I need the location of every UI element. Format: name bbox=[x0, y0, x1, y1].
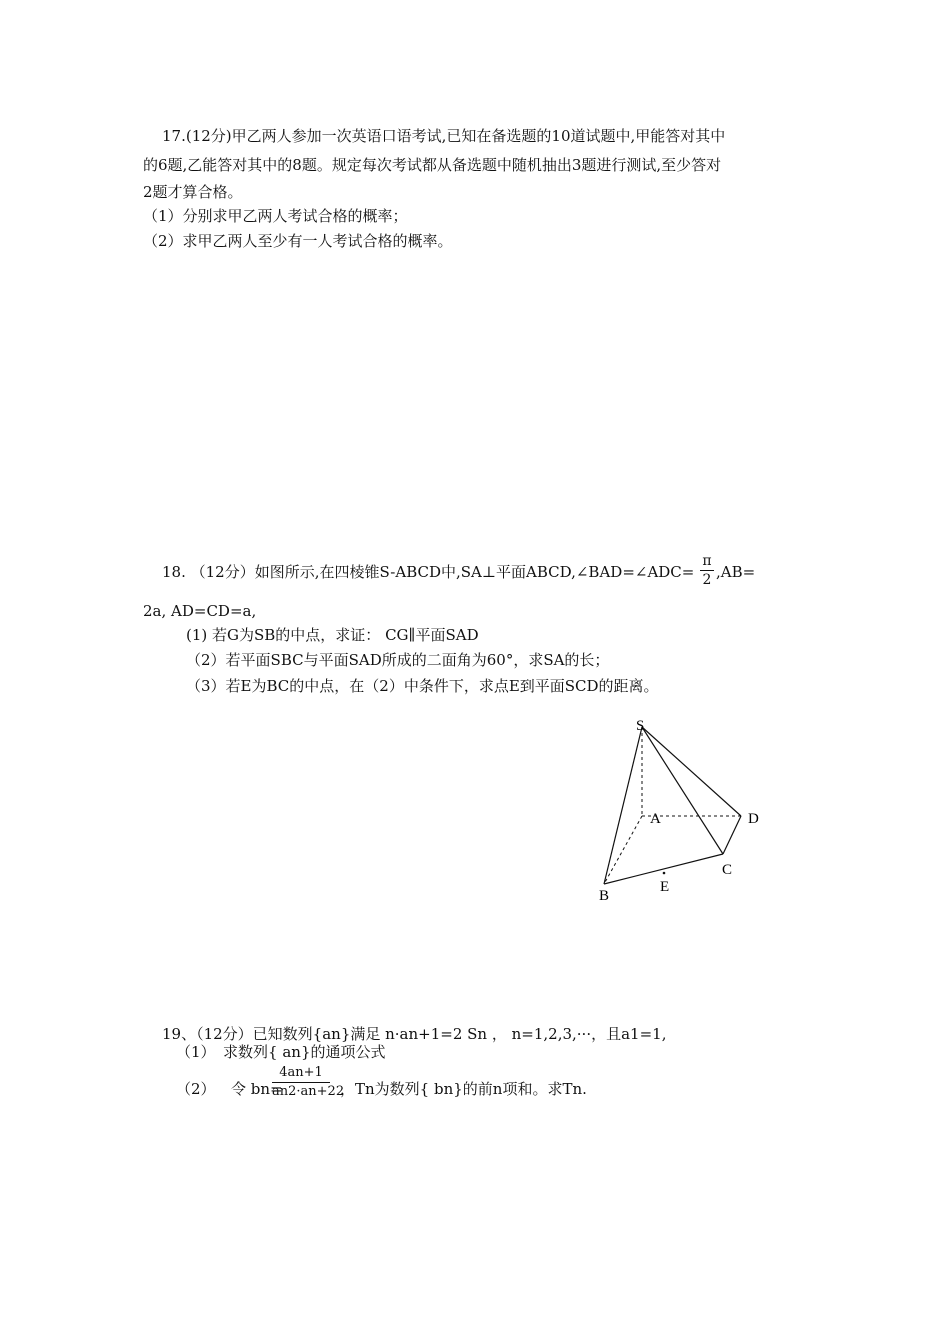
label-a: A bbox=[650, 811, 661, 827]
edge-sb bbox=[604, 727, 642, 884]
q18-line-1: 18. （12分）如图所示,在四棱锥S-ABCD中,SA⊥平面ABCD,∠BAD=∠ADC= bbox=[162, 563, 695, 581]
edge-sd bbox=[642, 727, 741, 816]
q17-part-2: （2）求甲乙两人至少有一人考试合格的概率。 bbox=[143, 232, 453, 250]
q18-part-3: （3）若E为BC的中点，在（2）中条件下，求点E到平面SCD的距离。 bbox=[186, 677, 659, 695]
q19-fraction-numerator: 4an+1 bbox=[279, 1065, 323, 1080]
label-s: S bbox=[636, 718, 645, 734]
label-d: D bbox=[748, 811, 759, 827]
q19-part-2-suffix: ，Tn为数列{ bn}的前n项和。求Tn. bbox=[340, 1080, 587, 1098]
q18-line-1-tail: ,AB= bbox=[716, 563, 756, 581]
label-c: C bbox=[722, 862, 733, 878]
q17-part-1: （1）分别求甲乙两人考试合格的概率； bbox=[143, 207, 408, 225]
pyramid-figure bbox=[580, 710, 780, 910]
q17-line-3: 2题才算合格。 bbox=[143, 183, 243, 201]
q18-fraction-denominator: 2 bbox=[702, 572, 712, 588]
q19-line-1: 19、（12分）已知数列{an}满足 n·an+1=2 Sn ， n=1,2,3,···，且a1=1, bbox=[162, 1025, 667, 1043]
q19-bn-fraction bbox=[272, 1064, 345, 1101]
label-e: E bbox=[660, 879, 670, 895]
q18-pi-over-2-fraction bbox=[700, 552, 714, 589]
q18-part-1: (1) 若G为SB的中点，求证： CG∥平面SAD bbox=[186, 626, 479, 644]
edge-cd bbox=[723, 816, 741, 854]
q19-fraction-denominator: an2·an+22 bbox=[272, 1084, 345, 1099]
q19-part-2-prefix: 令 bn= bbox=[231, 1080, 283, 1098]
q19-part-2-label: （2） bbox=[176, 1080, 216, 1098]
q17-line-1: 17.(12分)甲乙两人参加一次英语口语考试,已知在备选题的10道试题中,甲能答对其中 bbox=[162, 127, 726, 145]
edge-sc bbox=[642, 727, 723, 854]
edge-ab bbox=[604, 816, 642, 884]
q17-line-2: 的6题,乙能答对其中的8题。规定每次考试都从备选题中随机抽出3题进行测试,至少答对 bbox=[143, 156, 722, 174]
q18-fraction-numerator: π bbox=[702, 553, 712, 569]
label-b: B bbox=[599, 888, 610, 904]
point-e bbox=[663, 872, 666, 875]
q18-line-2: 2a, AD=CD=a, bbox=[143, 602, 257, 620]
q18-part-2: （2）若平面SBC与平面SAD所成的二面角为60°，求SA的长； bbox=[186, 651, 610, 669]
q19-part-1: （1） 求数列{ an}的通项公式 bbox=[176, 1043, 386, 1061]
